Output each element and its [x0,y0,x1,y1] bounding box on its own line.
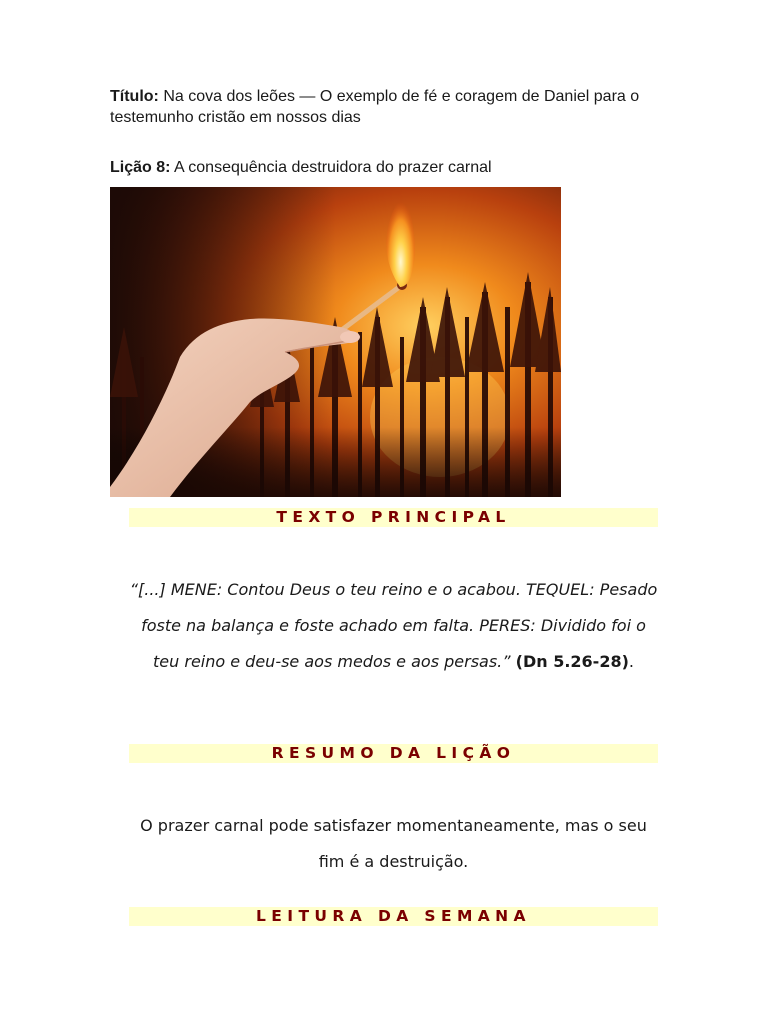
quote-text: “[...] MENE: Contou Deus o teu reino e o acabou. TEQUEL: Pesado foste na balança e foste achado em falta. PERES: Dividido foi o teu reino e deu-se aos medos e aos persas.” [129,580,658,671]
section-header-texto-principal: TEXTO PRINCIPAL [129,508,658,527]
section-header-resumo: RESUMO DA LIÇÃO [129,744,658,763]
title-label: Título: [110,88,159,105]
forest-fire-match-image [110,187,561,497]
main-text-quote [129,572,658,680]
quote-trailing: . [628,652,634,671]
lesson-heading [110,157,670,178]
lesson-text: A consequência destruidora do prazer carnal [174,159,492,176]
section-header-leitura: LEITURA DA SEMANA [129,907,658,926]
quote-reference: (Dn 5.26-28) [515,652,629,671]
fire-illustration [110,187,561,497]
document-title [110,86,670,128]
lesson-label: Lição 8: [110,159,171,176]
lesson-summary: O prazer carnal pode satisfazer momentaneamente, mas o seu fim é a destruição. [140,816,647,871]
title-text: Na cova dos leões — O exemplo de fé e coragem de Daniel para o testemunho cristão em nossos dias [110,88,640,126]
